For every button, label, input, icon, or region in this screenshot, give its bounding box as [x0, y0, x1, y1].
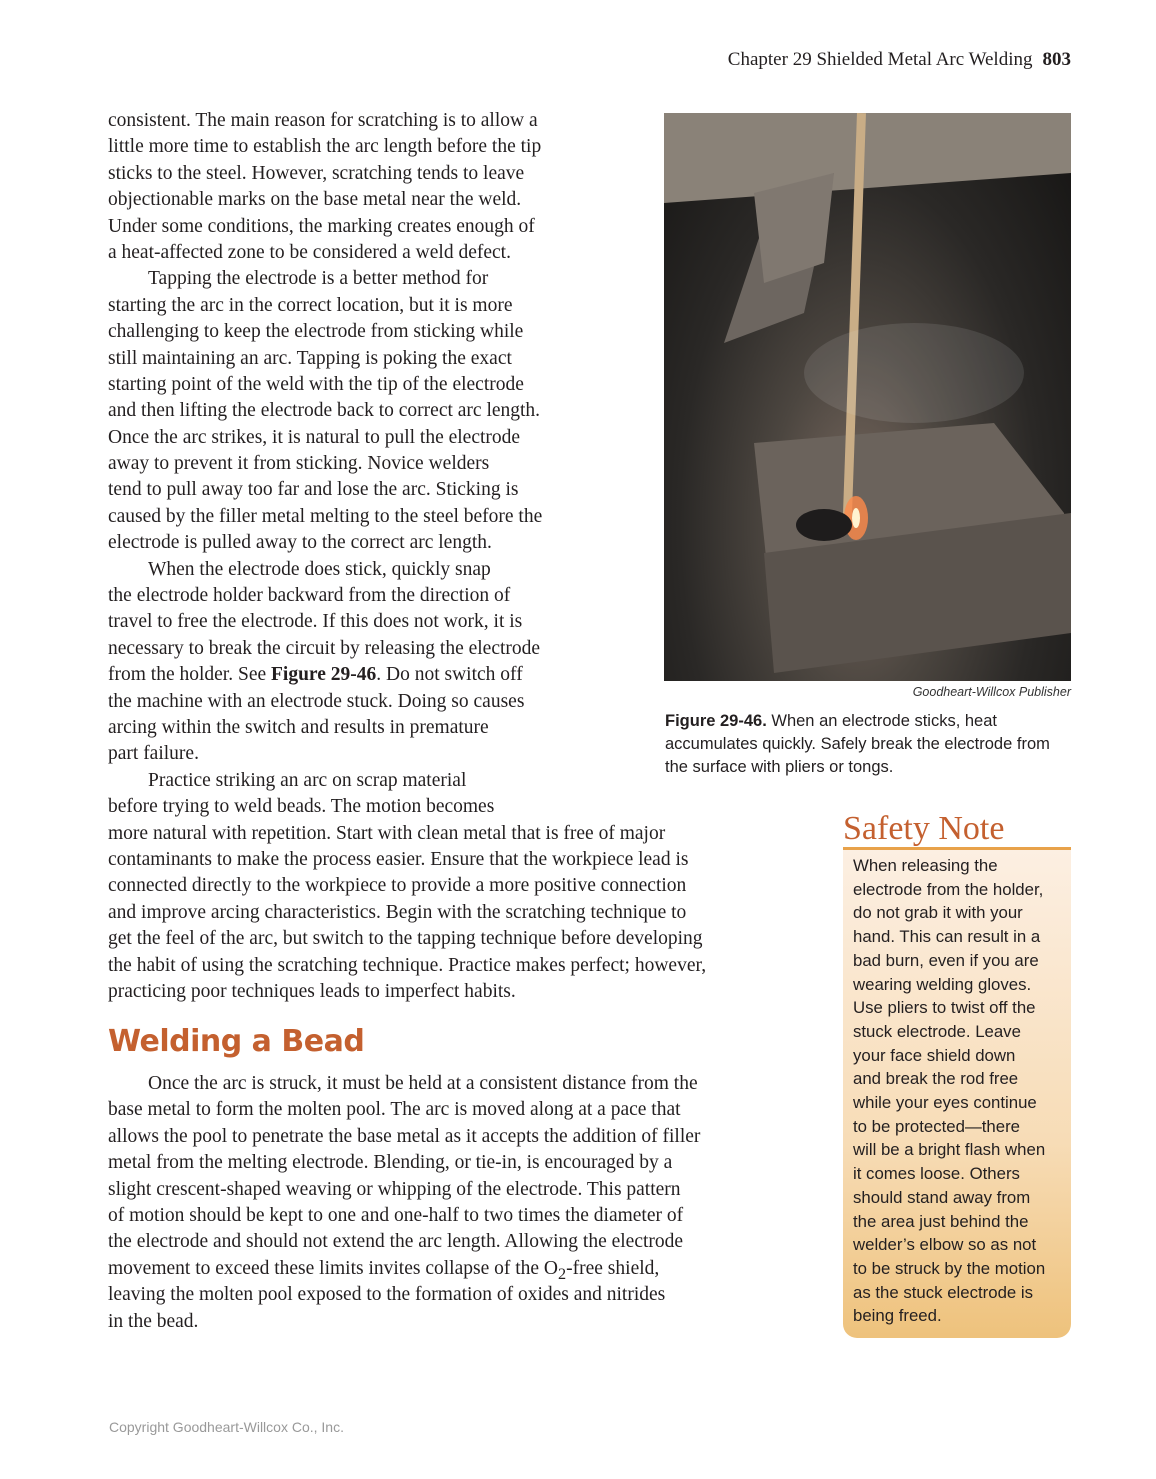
text-line	[108, 1124, 700, 1150]
text-line	[108, 794, 706, 820]
line-text: . Do not switch off	[376, 664, 523, 686]
line-text: objectionable marks on the base metal near the weld.	[108, 189, 522, 211]
line-text: starting the arc in the correct location, but it is more	[108, 294, 513, 316]
safety-note-line: to be protected—there	[853, 1116, 1020, 1136]
text-line	[108, 134, 706, 160]
text-line	[108, 372, 706, 398]
text-line	[108, 662, 706, 688]
safety-note-line: your face shield down	[853, 1045, 1016, 1065]
text-line	[108, 1229, 700, 1255]
safety-note-line: the area just behind the	[853, 1211, 1029, 1231]
safety-note-line: and break the rod free	[853, 1069, 1019, 1089]
safety-note-line: will be a bright flash when	[853, 1140, 1046, 1160]
text-line	[108, 557, 706, 583]
figure-caption-text: When an electrode sticks, heat accumulates quickly. Safely break the electrode from the surface with pliers or tongs.	[665, 712, 1050, 776]
text-line	[108, 636, 706, 662]
text-line	[108, 689, 706, 715]
text-line	[108, 609, 706, 635]
line-text: contaminants to make the process easier. Ensure that the workpiece lead is	[108, 848, 689, 870]
safety-note-line: it comes loose. Others	[853, 1164, 1020, 1184]
safety-note-line: bad burn, even if you are	[853, 950, 1039, 970]
safety-note-line: When releasing the	[853, 856, 998, 875]
text-line	[108, 266, 706, 292]
text-line	[108, 583, 706, 609]
text-line	[108, 425, 706, 451]
text-line	[108, 873, 706, 899]
line-text: Under some conditions, the marking creates enough of	[108, 215, 535, 237]
safety-note-text	[853, 854, 1045, 1328]
body-text-top	[108, 108, 706, 1005]
safety-note-line: to be struck by the motion	[853, 1258, 1046, 1278]
text-line	[108, 108, 706, 134]
safety-note-line: should stand away from	[853, 1187, 1031, 1207]
text-line	[108, 398, 706, 424]
text-line	[108, 1282, 700, 1308]
figure-label: Figure 29-46.	[665, 712, 767, 730]
text-line	[108, 741, 706, 767]
line-text: practicing poor techniques leads to imperfect habits.	[108, 980, 516, 1002]
safety-note-line: as the stuck electrode is	[853, 1282, 1034, 1302]
welding-photo-illustration	[664, 113, 1071, 681]
safety-note-line: while your eyes continue	[853, 1093, 1037, 1113]
line-text: metal from the melting electrode. Blending, or tie-in, is encouraged by a	[108, 1152, 673, 1174]
section-heading: Welding a Bead	[108, 1024, 365, 1059]
line-text: starting point of the weld with the tip of the electrode	[108, 373, 524, 395]
figure-caption	[665, 710, 1065, 779]
copyright-footer: Copyright Goodheart-Willcox Co., Inc.	[109, 1419, 344, 1435]
text-line	[108, 1150, 700, 1176]
line-text: from the holder. See	[108, 664, 271, 686]
text-line	[108, 319, 706, 345]
text-line	[108, 161, 706, 187]
text-line	[108, 715, 706, 741]
subscript: 2	[558, 1264, 567, 1283]
line-text: movement to exceed these limits invites collapse of the O	[108, 1257, 559, 1279]
line-text: challenging to keep the electrode from sticking while	[108, 321, 524, 343]
line-text: Once the arc strikes, it is natural to pull the electrode	[108, 426, 521, 448]
safety-note-line: wearing welding gloves.	[853, 974, 1032, 994]
text-line	[108, 477, 706, 503]
photo-credit: Goodheart-Willcox Publisher	[912, 685, 1071, 699]
line-text: still maintaining an arc. Tapping is poking the exact	[108, 347, 512, 369]
line-text: Tapping the electrode is a better method for	[148, 268, 489, 290]
safety-note-line: hand. This can result in a	[853, 927, 1041, 947]
line-text: the electrode holder backward from the direction of	[108, 585, 511, 607]
text-line	[108, 530, 706, 556]
text-line	[108, 1256, 700, 1282]
text-line	[108, 214, 706, 240]
text-line	[108, 847, 706, 873]
line-text: allows the pool to penetrate the base metal as it accepts the addition of filler	[108, 1125, 701, 1147]
text-line	[108, 953, 706, 979]
text-line	[108, 900, 706, 926]
line-text: slight crescent-shaped weaving or whipping of the electrode. This pattern	[108, 1178, 681, 1200]
figure-reference: Figure 29-46	[271, 664, 377, 686]
line-text: tend to pull away too far and lose the arc. Sticking is	[108, 479, 519, 501]
running-head-text: Chapter 29 Shielded Metal Arc Welding	[727, 49, 1033, 70]
text-line	[108, 979, 706, 1005]
text-line	[108, 1177, 700, 1203]
page-number: 803	[1042, 49, 1071, 70]
text-line	[108, 451, 706, 477]
text-line	[108, 187, 706, 213]
line-text: the machine with an electrode stuck. Doing so causes	[108, 690, 525, 712]
text-line	[108, 504, 706, 530]
line-text: caused by the filler metal melting to the steel before the	[108, 505, 543, 527]
line-text: necessary to break the circuit by releasing the electrode	[108, 637, 541, 659]
text-line	[108, 240, 706, 266]
figure-photo	[664, 113, 1071, 681]
line-text: arcing within the switch and results in premature	[108, 716, 489, 738]
text-line	[108, 1071, 700, 1097]
text-line	[108, 1309, 700, 1335]
line-text: connected directly to the workpiece to provide a more positive connection	[108, 875, 687, 897]
safety-note-line: being freed.	[853, 1306, 942, 1326]
line-text: When the electrode does stick, quickly snap	[148, 558, 491, 580]
safety-note-rule	[843, 847, 1071, 850]
text-line	[108, 346, 706, 372]
line-text: in the bead.	[108, 1310, 199, 1332]
line-text: of motion should be kept to one and one-half to two times the diameter of	[108, 1204, 684, 1226]
safety-note-line: do not grab it with your	[853, 903, 1023, 923]
line-text: travel to free the electrode. If this does not work, it is	[108, 611, 523, 633]
safety-note-line: Use pliers to twist off the	[853, 998, 1036, 1018]
line-text: electrode is pulled away to the correct arc length.	[108, 532, 492, 554]
text-line	[108, 926, 706, 952]
line-text: a heat-affected zone to be considered a weld defect.	[108, 241, 511, 263]
line-text: get the feel of the arc, but switch to the tapping technique before developing	[108, 928, 703, 950]
line-text: and then lifting the electrode back to correct arc length.	[108, 400, 541, 422]
line-text: part failure.	[108, 743, 199, 765]
line-text: more natural with repetition. Start with clean metal that is free of major	[108, 822, 666, 844]
text-line	[108, 1097, 700, 1123]
line-text: consistent. The main reason for scratching is to allow a	[108, 110, 538, 131]
line-text: -free shield,	[566, 1257, 660, 1279]
running-head	[728, 49, 1071, 71]
line-text: before trying to weld beads. The motion becomes	[108, 796, 495, 818]
line-text: sticks to the steel. However, scratching tends to leave	[108, 162, 525, 184]
text-line	[108, 1203, 700, 1229]
text-line	[108, 821, 706, 847]
line-text: the electrode and should not extend the arc length. Allowing the electrode	[108, 1231, 684, 1253]
body-text-bottom	[108, 1071, 700, 1335]
line-text: the habit of using the scratching technique. Practice makes perfect; however,	[108, 954, 707, 976]
safety-note-title: Safety Note	[843, 810, 1005, 847]
line-text: and improve arcing characteristics. Begin with the scratching technique to	[108, 901, 687, 923]
line-text: base metal to form the molten pool. The arc is moved along at a pace that	[108, 1099, 681, 1121]
safety-note-line: electrode from the holder,	[853, 879, 1044, 899]
line-text: Practice striking an arc on scrap material	[148, 769, 467, 791]
safety-note-line: stuck electrode. Leave	[853, 1021, 1021, 1041]
line-text: Once the arc is struck, it must be held at a consistent distance from the	[148, 1073, 698, 1094]
line-text: little more time to establish the arc length before the tip	[108, 136, 542, 158]
safety-note-line: welder’s elbow so as not	[853, 1235, 1037, 1255]
text-line	[108, 293, 706, 319]
line-text: away to prevent it from sticking. Novice welders	[108, 453, 490, 475]
text-line	[108, 768, 706, 794]
line-text: leaving the molten pool exposed to the formation of oxides and nitrides	[108, 1284, 666, 1306]
